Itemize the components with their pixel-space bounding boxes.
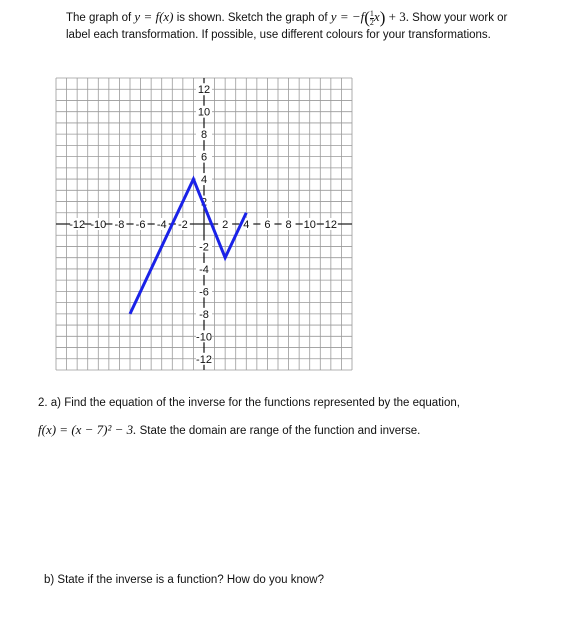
y-tick-label: -4: [199, 263, 209, 276]
q1-is-shown-text: is shown. Sketch the graph of: [176, 11, 328, 24]
question-2a-line-2: [38, 422, 420, 438]
y-tick-label: -6: [199, 286, 209, 299]
x-tick-label: -4: [156, 219, 167, 231]
y-tick-label: 10: [197, 106, 211, 119]
y-tick-label: 2: [200, 196, 208, 209]
q1-eq-x: x: [373, 8, 380, 24]
q2a-tail: State the domain are range of the function and inverse.: [139, 425, 421, 437]
y-tick-label: 6: [200, 151, 208, 164]
question-2b: b) State if the inverse is a function? How do you know?: [44, 574, 324, 586]
x-tick-label: 10: [303, 219, 316, 231]
x-tick-label: -10: [90, 219, 107, 231]
q1-frac-num: 1: [369, 8, 374, 18]
x-tick-label: -12: [69, 219, 86, 231]
q1-intro: The graph of: [66, 11, 132, 24]
q1-given-equation: y = f(x): [134, 8, 174, 24]
x-tick-label: 4: [243, 219, 250, 231]
y-tick-label: -2: [199, 241, 209, 254]
x-tick-label: -2: [177, 219, 188, 231]
y-tick-label: 8: [200, 129, 208, 142]
y-tick-label: -8: [199, 308, 209, 321]
x-tick-label: 6: [264, 219, 271, 231]
coordinate-grid-graph: [54, 76, 354, 372]
y-tick-label: -10: [196, 331, 212, 344]
q1-eq-lhs: y = −f: [330, 8, 365, 24]
q1-eq-tail: + 3.: [388, 8, 409, 24]
x-tick-label: -8: [114, 219, 125, 231]
q1-frac-den: 2: [369, 17, 374, 27]
x-tick-label: 2: [222, 219, 229, 231]
question-1-line-2: label each transformation. If possible, use different colours for your transformations.: [66, 29, 491, 41]
q1-transformed-equation: y = −f( $\frac{1}{2}$ x) + 3.: [330, 8, 409, 27]
x-tick-label: -6: [135, 219, 146, 231]
question-1-line-1: [66, 8, 507, 28]
question-2a-line-1: 2. a) Find the equation of the inverse for the functions represented by the equation,: [38, 397, 460, 409]
q1-after-eq: Show your work or: [412, 11, 508, 24]
y-tick-label: -12: [196, 353, 212, 366]
x-tick-label: 12: [324, 219, 337, 231]
y-tick-label: 12: [197, 84, 211, 97]
q2a-equation: f(x) = (x − 7)² − 3.: [38, 422, 137, 437]
y-tick-label: 4: [200, 174, 208, 187]
x-tick-label: 8: [285, 219, 292, 231]
